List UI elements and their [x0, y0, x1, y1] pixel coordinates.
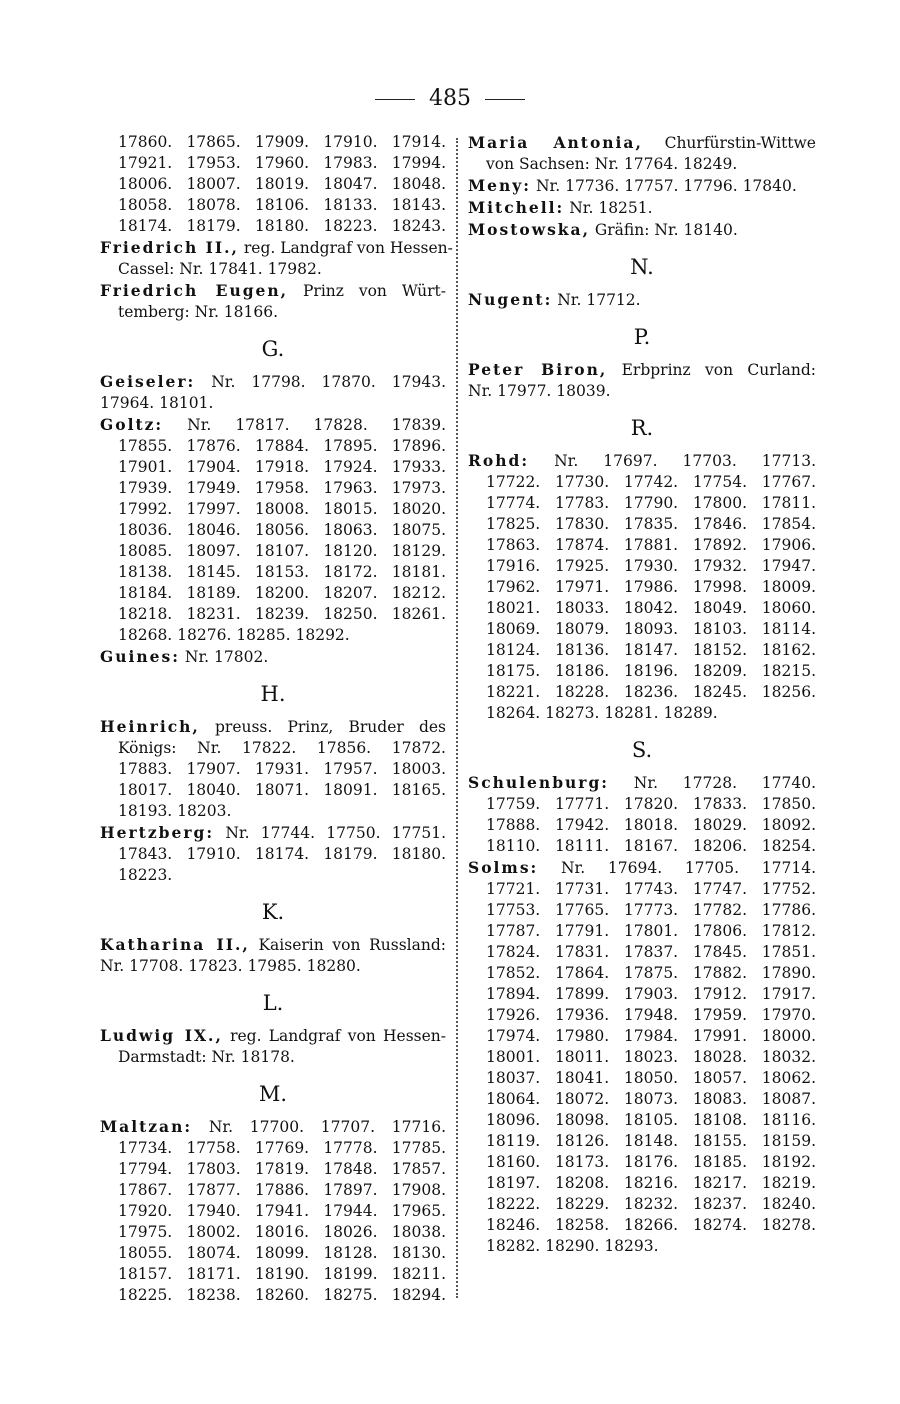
index-entry: [468, 132, 816, 175]
entry-text: 17825. 17830. 17835. 17846. 17854.: [486, 515, 816, 533]
entry-text: 17921. 17953. 17960. 17983. 17994.: [118, 154, 446, 172]
entry-line: [100, 259, 446, 280]
entry-text: 17721. 17731. 17743. 17747. 17752.: [486, 880, 816, 898]
index-entry: [100, 237, 453, 280]
entry-line: [468, 682, 816, 703]
entry-line: [468, 450, 816, 472]
entry-text: Churfürstin-Wittwe: [642, 134, 816, 152]
entry-line: [468, 556, 816, 577]
entry-name: Maltzan:: [100, 1117, 193, 1136]
entry-line: [468, 1089, 816, 1110]
entry-line: [468, 197, 816, 219]
entry-text: 17855. 17876. 17884. 17895. 17896.: [118, 437, 446, 455]
entry-text: Nr. 17728. 17740.: [609, 774, 816, 792]
entry-text: 18268. 18276. 18285. 18292.: [118, 626, 350, 644]
entry-name: Friedrich II.,: [100, 238, 239, 257]
index-entry: [468, 175, 816, 197]
entry-line: [468, 900, 816, 921]
entry-text: reg. Landgraf von Hessen-: [222, 1027, 446, 1045]
entry-line: [100, 1243, 446, 1264]
entry-line: [468, 963, 816, 984]
entry-text: reg. Landgraf von Hessen-: [238, 239, 453, 257]
index-entry: [468, 359, 816, 402]
entry-text: 17894. 17899. 17903. 17912. 17917.: [486, 985, 816, 1003]
section-letter-heading: H.: [260, 682, 286, 706]
section-letter-heading: N.: [630, 255, 654, 279]
entry-line: [100, 414, 446, 436]
entry-line: [468, 1131, 816, 1152]
entry-line: [100, 583, 446, 604]
entry-text: 18069. 18079. 18093. 18103. 18114.: [486, 620, 816, 638]
entry-text: Nr. 17817. 17828. 17839.: [163, 416, 446, 434]
entry-text: 17975. 18002. 18016. 18026. 18038.: [118, 1223, 446, 1241]
entry-line: [100, 436, 446, 457]
entry-text: 18036. 18046. 18056. 18063. 18075.: [118, 521, 446, 539]
entry-line: [468, 514, 816, 535]
spacer: [100, 1015, 446, 1025]
entry-text: Gräfin: Nr. 18140.: [589, 221, 738, 239]
entry-text: 18225. 18238. 18260. 18275. 18294.: [118, 1286, 446, 1304]
entry-line: [468, 1047, 816, 1068]
entry-text: 18175. 18186. 18196. 18209. 18215.: [486, 662, 816, 680]
entry-text: 17867. 17877. 17886. 17897. 17908.: [118, 1181, 446, 1199]
entry-line: [100, 195, 446, 216]
entry-text: 18246. 18258. 18266. 18274. 18278.: [486, 1216, 816, 1234]
entry-text: 18058. 18078. 18106. 18133. 18143.: [118, 196, 446, 214]
entry-text: 18282. 18290. 18293.: [486, 1237, 659, 1255]
entry-text: 18223.: [118, 866, 173, 884]
section-letter-heading: G.: [261, 337, 285, 361]
entry-text: 18174. 18179. 18180. 18223. 18243.: [118, 217, 446, 235]
entry-line: [468, 493, 816, 514]
entry-line: [100, 1159, 446, 1180]
entry-text: 18222. 18229. 18232. 18237. 18240.: [486, 1195, 816, 1213]
page-number-text: 485: [429, 86, 471, 111]
entry-name: Maria Antonia,: [468, 133, 643, 152]
entry-line: [100, 604, 446, 625]
entry-line: [468, 921, 816, 942]
spacer: [100, 924, 446, 934]
entry-line: [100, 1201, 446, 1222]
entry-line: [468, 132, 816, 154]
index-entry: [100, 716, 446, 822]
entry-line: [468, 1110, 816, 1131]
entry-text: 17939. 17949. 17958. 17963. 17973.: [118, 479, 446, 497]
entry-name: Schulenburg:: [468, 773, 610, 792]
entry-text: temberg: Nr. 18166.: [118, 303, 279, 321]
entry-text: Nr. 17708. 17823. 17985. 18280.: [100, 957, 361, 975]
entry-line: [468, 1026, 816, 1047]
section-letter-heading: P.: [633, 325, 651, 349]
entry-line: [100, 956, 446, 977]
entry-line: [100, 822, 446, 844]
entry-text: 17883. 17907. 17931. 17957. 18003.: [118, 760, 446, 778]
entry-line: [100, 716, 446, 738]
entry-text: 17774. 17783. 17790. 17800. 17811.: [486, 494, 816, 512]
index-entry: [100, 280, 446, 323]
entry-line: [100, 457, 446, 478]
entry-text: 18157. 18171. 18190. 18199. 18211.: [118, 1265, 446, 1283]
entry-line: [100, 625, 446, 646]
entry-line: [468, 703, 816, 724]
index-entry: [100, 132, 446, 237]
entry-line: [468, 175, 816, 197]
entry-text: 18218. 18231. 18239. 18250. 18261.: [118, 605, 446, 623]
entry-text: Nr. 17798. 17870. 17943.: [195, 373, 446, 391]
entry-text: 18221. 18228. 18236. 18245. 18256.: [486, 683, 816, 701]
entry-line: [468, 289, 816, 311]
entry-text: 18055. 18074. 18099. 18128. 18130.: [118, 1244, 446, 1262]
entry-text: 17860. 17865. 17909. 17910. 17914.: [118, 133, 446, 151]
section-letter-heading: S.: [631, 738, 653, 762]
entry-line: [468, 772, 816, 794]
entry-text: Cassel: Nr. 17841. 17982.: [118, 260, 322, 278]
entry-text: Nr. 17744. 17750. 17751.: [214, 824, 446, 842]
entry-line: [468, 1068, 816, 1089]
entry-line: [100, 1264, 446, 1285]
entry-text: Darmstadt: Nr. 18178.: [118, 1048, 295, 1066]
entry-text: Nr. 18251.: [564, 199, 653, 217]
entry-text: 18017. 18040. 18071. 18091. 18165.: [118, 781, 446, 799]
page-number: [0, 86, 900, 112]
index-entry: [100, 822, 446, 886]
entry-line: [100, 237, 453, 259]
entry-text: Erbprinz von Curland:: [607, 361, 817, 379]
entry-text: Prinz von Würt-: [288, 282, 446, 300]
entry-line: [100, 780, 446, 801]
section-letter-heading: R.: [630, 416, 654, 440]
entry-text: Nr. 17977. 18039.: [468, 382, 611, 400]
spacer: [468, 349, 816, 359]
entry-line: [100, 541, 446, 562]
entry-text: 17734. 17758. 17769. 17778. 17785.: [118, 1139, 446, 1157]
entry-text: 17824. 17831. 17837. 17845. 17851.: [486, 943, 816, 961]
entry-line: [100, 934, 446, 956]
entry-name: Goltz:: [100, 415, 164, 434]
entry-text: 17974. 17980. 17984. 17991. 18000.: [486, 1027, 816, 1045]
index-entry: [468, 289, 816, 311]
index-entry: [468, 857, 816, 1257]
entry-name: Heinrich,: [100, 717, 200, 736]
entry-text: 17722. 17730. 17742. 17754. 17767.: [486, 473, 816, 491]
entry-text: 18064. 18072. 18073. 18083. 18087.: [486, 1090, 816, 1108]
spacer: [468, 762, 816, 772]
entry-line: [100, 759, 446, 780]
index-entry: [100, 414, 446, 646]
entry-text: Königs: Nr. 17822. 17856. 17872.: [118, 739, 446, 757]
entry-text: 17787. 17791. 17801. 17806. 17812.: [486, 922, 816, 940]
entry-name: Katharina II.,: [100, 935, 250, 954]
right-column: [468, 132, 816, 1257]
entry-line: [468, 640, 816, 661]
entry-line: [100, 478, 446, 499]
section-letter-heading: L.: [262, 991, 284, 1015]
entry-name: Meny:: [468, 176, 532, 195]
entry-text: Nr. 17700. 17707. 17716.: [192, 1118, 446, 1136]
spacer: [468, 724, 816, 738]
entry-text: 17863. 17874. 17881. 17892. 17906.: [486, 536, 816, 554]
entry-line: [100, 371, 446, 393]
entry-line: [100, 1047, 446, 1068]
entry-text: Nr. 17694. 17705. 17714.: [538, 859, 816, 877]
index-entry: [468, 219, 816, 241]
entry-name: Geiseler:: [100, 372, 196, 391]
spacer: [468, 440, 816, 450]
entry-line: [100, 1222, 446, 1243]
entry-text: 18006. 18007. 18019. 18047. 18048.: [118, 175, 446, 193]
entry-text: 17753. 17765. 17773. 17782. 17786.: [486, 901, 816, 919]
entry-line: [100, 738, 446, 759]
index-entry: [468, 450, 816, 724]
entry-text: 18001. 18011. 18023. 18028. 18032.: [486, 1048, 816, 1066]
index-entry: [100, 371, 446, 414]
entry-line: [100, 562, 446, 583]
spacer: [468, 402, 816, 416]
spacer: [100, 361, 446, 371]
entry-text: 18110. 18111. 18167. 18206. 18254.: [486, 837, 816, 855]
entry-line: [100, 499, 446, 520]
entry-text: 18197. 18208. 18216. 18217. 18219.: [486, 1174, 816, 1192]
entry-line: [468, 577, 816, 598]
entry-text: 17926. 17936. 17948. 17959. 17970.: [486, 1006, 816, 1024]
index-entry: [468, 772, 816, 857]
entry-name: Hertzberg:: [100, 823, 215, 842]
entry-line: [100, 646, 446, 668]
column-divider: [456, 138, 458, 1298]
entry-text: 18085. 18097. 18107. 18120. 18129.: [118, 542, 446, 560]
index-entry: [100, 1025, 446, 1068]
entry-text: 18160. 18173. 18176. 18185. 18192.: [486, 1153, 816, 1171]
entry-line: [100, 153, 446, 174]
entry-line: [468, 942, 816, 963]
entry-name: Ludwig IX.,: [100, 1026, 223, 1045]
entry-line: [468, 1152, 816, 1173]
entry-text: 17962. 17971. 17986. 17998. 18009.: [486, 578, 816, 596]
entry-line: [468, 1194, 816, 1215]
entry-name: Friedrich Eugen,: [100, 281, 289, 300]
entry-line: [100, 280, 446, 302]
entry-text: Nr. 17736. 17757. 17796. 17840.: [531, 177, 797, 195]
entry-line: [468, 1236, 816, 1257]
entry-line: [468, 1215, 816, 1236]
entry-line: [468, 154, 816, 175]
index-entry: [100, 934, 446, 977]
spacer: [468, 279, 816, 289]
entry-text: 17920. 17940. 17941. 17944. 17965.: [118, 1202, 446, 1220]
entry-line: [468, 794, 816, 815]
entry-text: 17794. 17803. 17819. 17848. 17857.: [118, 1160, 446, 1178]
entry-text: 17843. 17910. 18174. 18179. 18180.: [118, 845, 446, 863]
entry-line: [468, 879, 816, 900]
entry-text: 18124. 18136. 18147. 18152. 18162.: [486, 641, 816, 659]
index-entry: [468, 197, 816, 219]
entry-name: Nugent:: [468, 290, 553, 309]
entry-text: preuss. Prinz, Bruder des: [199, 718, 446, 736]
entry-text: von Sachsen: Nr. 17764. 18249.: [486, 155, 738, 173]
entry-line: [468, 598, 816, 619]
entry-text: 18096. 18098. 18105. 18108. 18116.: [486, 1111, 816, 1129]
entry-line: [100, 1138, 446, 1159]
entry-text: 17992. 17997. 18008. 18015. 18020.: [118, 500, 446, 518]
entry-line: [468, 472, 816, 493]
entry-line: [468, 661, 816, 682]
entry-text: 17888. 17942. 18018. 18029. 18092.: [486, 816, 816, 834]
spacer: [100, 323, 446, 337]
spacer: [468, 241, 816, 255]
entry-text: 18119. 18126. 18148. 18155. 18159.: [486, 1132, 816, 1150]
entry-name: Mitchell:: [468, 198, 565, 217]
entry-text: Nr. 17712.: [552, 291, 641, 309]
entry-line: [100, 1116, 446, 1138]
entry-line: [468, 815, 816, 836]
entry-text: 17916. 17925. 17930. 17932. 17947.: [486, 557, 816, 575]
spacer: [100, 1106, 446, 1116]
entry-line: [468, 359, 816, 381]
entry-text: 17852. 17864. 17875. 17882. 17890.: [486, 964, 816, 982]
entry-name: Guines:: [100, 647, 180, 666]
spacer: [468, 311, 816, 325]
entry-line: [468, 857, 816, 879]
entry-text: 17964. 18101.: [100, 394, 214, 412]
entry-name: Rohd:: [468, 451, 530, 470]
entry-line: [100, 174, 446, 195]
entry-text: 17901. 17904. 17918. 17924. 17933.: [118, 458, 446, 476]
entry-line: [468, 381, 816, 402]
spacer: [100, 668, 446, 682]
section-letter-heading: K.: [261, 900, 285, 924]
spacer: [100, 1068, 446, 1082]
entry-line: [100, 216, 446, 237]
entry-line: [468, 1005, 816, 1026]
left-column: [100, 132, 453, 1306]
entry-line: [100, 865, 446, 886]
entry-line: [100, 1285, 446, 1306]
entry-text: Nr. 17802.: [179, 648, 269, 666]
index-entry: [100, 646, 446, 668]
entry-line: [100, 844, 446, 865]
entry-text: 18138. 18145. 18153. 18172. 18181.: [118, 563, 446, 581]
entry-text: 18037. 18041. 18050. 18057. 18062.: [486, 1069, 816, 1087]
section-letter-heading: M.: [258, 1082, 288, 1106]
entry-line: [100, 132, 446, 153]
entry-line: [100, 302, 446, 323]
entry-line: [468, 219, 816, 241]
entry-name: Solms:: [468, 858, 539, 877]
index-entry: [100, 1116, 446, 1306]
spacer: [100, 886, 446, 900]
entry-line: [100, 520, 446, 541]
entry-text: 18021. 18033. 18042. 18049. 18060.: [486, 599, 816, 617]
entry-text: 18184. 18189. 18200. 18207. 18212.: [118, 584, 446, 602]
entry-line: [100, 1025, 446, 1047]
entry-line: [100, 393, 446, 414]
entry-text: 17759. 17771. 17820. 17833. 17850.: [486, 795, 816, 813]
entry-line: [468, 836, 816, 857]
entry-line: [100, 1180, 446, 1201]
entry-text: Nr. 17697. 17703. 17713.: [529, 452, 816, 470]
entry-line: [100, 801, 446, 822]
entry-name: Mostowska,: [468, 220, 590, 239]
entry-line: [468, 535, 816, 556]
entry-line: [468, 984, 816, 1005]
entry-text: 18193. 18203.: [118, 802, 232, 820]
entry-line: [468, 619, 816, 640]
right-dash: [485, 99, 525, 100]
entry-text: 18264. 18273. 18281. 18289.: [486, 704, 718, 722]
entry-name: Peter Biron,: [468, 360, 608, 379]
left-dash: [375, 99, 415, 100]
entry-line: [468, 1173, 816, 1194]
spacer: [100, 977, 446, 991]
entry-text: Kaiserin von Russland:: [249, 936, 447, 954]
spacer: [100, 706, 446, 716]
